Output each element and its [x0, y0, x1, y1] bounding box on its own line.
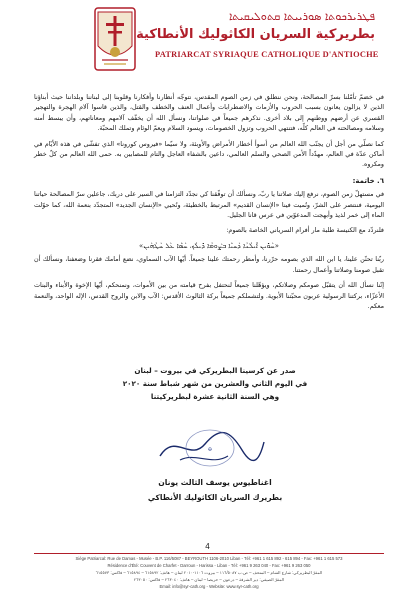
letterhead	[0, 0, 415, 78]
syriac-verse: «ܚܰܘܺܝܢ ܐܺܝܠܳܢܳܐ ܕܰܚܝܶܐ ܒܨܰܘܡܳܐ ܕܺܝܠܳܟ، ܚܰܣܶܐ ܥܰܠ ܚܰܛܳܗܰܝܢ»	[139, 241, 279, 250]
header-french-title: PATRIARCAT SYRIAQUE CATHOLIQUE D'ANTIOCHE	[155, 50, 379, 59]
patriarchate-emblem-icon	[92, 6, 138, 72]
issued-date: في اليوم الثاني والعشرين من شهر شباط سنة ٢٠٢٠	[122, 379, 308, 388]
signer-name: اغناطيوس يوسف الثالث يونان	[158, 478, 272, 487]
header-syriac-title: ܦܛܪܝܪܟܘܬܐ ܣܘܪܝܝܬܐ ܩܬܘܠܝܩܝܬܐ	[229, 10, 375, 23]
issued-year-of-pontificate: وهي السنة الثانية عشرة لبطريركيتنا	[150, 392, 280, 401]
handwritten-signature	[150, 422, 270, 472]
paragraph-lent-prayer: في مستهلّ زمن الصوم، نرفع إليك صلاتنا يا ربّ، ونسألك أن توفّقنا كي نجدّد التزامنا في السير على دربك، جاعلين سرّ المصالحة حياتنا اليومية، فننتصر على الشرّ، ونُميت فينا «الإنسان القديم» المرتبط بالخطيئة، ونُحيي «الإنسان الجديد» المتجدّد بنعمة الله، كما حوّلت الماء إلى خمر لذيذ وأبهجت المدعوّين في عرس قانا الجليل.	[34, 190, 384, 220]
footer-summer-arabic: المقرّ الصيفي: دير الشرفة – درعون – حريصا – لبنان – هاتف: ٢٦٣٠٤٠ – فاكس: ٢٦٣٠٥٠	[133, 577, 285, 582]
section-title-conclusion: ٦. خاتمة:	[352, 176, 384, 185]
page-number: 4	[205, 542, 210, 551]
paragraph-reconciliation: في خضمّ تأمّلنا بسرّ المصالحة، ونحن ننطلق في زمن الصوم المقدس، نتوجّه أنظارنا وأفكارنا وقلوبنا إلى لبناننا وبلداننا حيث أبناؤنا الذين لا يزالون يعانون بسبب الحروب والأزمات والاضطرابات وأعمال العنف والخطف والقتل، والذين قاسوا آلام الهجرة والتهجير القسري عن أرضهم ووطنهم إلى بلاد أخرى. نذكرهم جميعاً في صلواتنا، ونسأل الله أن يخفّف آلامهم ومعاناتهم، وأن يبسط أمنه وسلامه ومصالحته في العالم كلّه، فتنتهي الحروب وتزول الخصومات، ويسود السلام ويعمّ الوئام وتملك المحبّة.	[34, 93, 384, 133]
paragraph-corona-prayer: كما نصلّي من أجل أن يجنّب الله العالم من أسوأ أخطار الأمراض والأوبئة، ولا سيّما «فيروس كورونا» الذي تفشّى في هذه الأيّام في أماكن عدّة في العالم، مهدّداً الأمن الصحي والسلم العالمي، داعين بالشفاء العاجل والتام للمصابين به. حمى الله العالم من كلّ خطر ومكروه.	[34, 139, 384, 169]
footer-divider	[34, 553, 384, 554]
issued-place: صدر عن كرسينا البطريركي في بيروت – لبنان	[134, 366, 296, 375]
footer-address-arabic: المقرّ البطريركي: شارع الشام – المتحف – ص.ب ١١٦/٥٠٨٧ – بيروت ١١٠٦-٢٠١٠ لبنان – هاتف: ٦١٥٨٩٢ – ٦١٥٨٩٤ – فاكس: ٦١٥٥٧٣	[95, 570, 323, 575]
footer-address-see: Siège Patriarcal: Rue de Damas - Musée - B.P. 116/5087 - BEYROUTH 1106-2010 Liban - Tél: +961 1 615 892 - 615 894 - Fax: +961 1 615 573	[75, 556, 343, 561]
footer-address-summer: Résidence d'Été: Couvent de Charfet - Darroun - Harissa - Liban - Tél: +961 9 263 040 - Fax: +961 9 263 050	[107, 563, 311, 568]
letter-body	[34, 92, 384, 316]
header-arabic-title: بطريركية السريان الكاثوليك الأنطاكية	[136, 27, 375, 42]
signer-title: بطريرك السريان الكاثوليك الأنطاكي	[147, 493, 283, 502]
paragraph-prayer-translation: ربّنا تحنّن علينا، يا ابن الله الذي بصومه حرّرنا، وأمطر رحمتك علينا جميعاً. أيّها الآب السماوي، نضع أمامك فقرنا وضعفنا، ونسألك أن تقبل صومنا وصلاتنا وأعمال رحمتنا.	[34, 255, 384, 274]
footer-email-website: Email: info@syr-cath.org - Website: www.syr-cath.org	[159, 584, 259, 589]
paragraph-blessing: إنّنا نسأل الله أن يتقبّل صومكم وصلاتكم، ويؤهّلنا جميعاً لنحتفل بفرح قيامته من بين الأموات، ونمنحكم، أيّها الإخوة والأبناء والبنات الأعزّاء، بركتنا الرسولية عربون محبّتنا الأبوية. ولتشملكم جميعاً بركة الثالوث الأقدس: الآب والابن والروح القدس، الإله الواحد، والنعمة معكم.	[34, 281, 384, 310]
paragraph-ephrem-intro: فلنردّد مع الكنيسة طلبة مار أفرام السرياني الخاصة بالصوم:	[226, 226, 384, 235]
svg-text:✠: ✠	[207, 447, 213, 453]
